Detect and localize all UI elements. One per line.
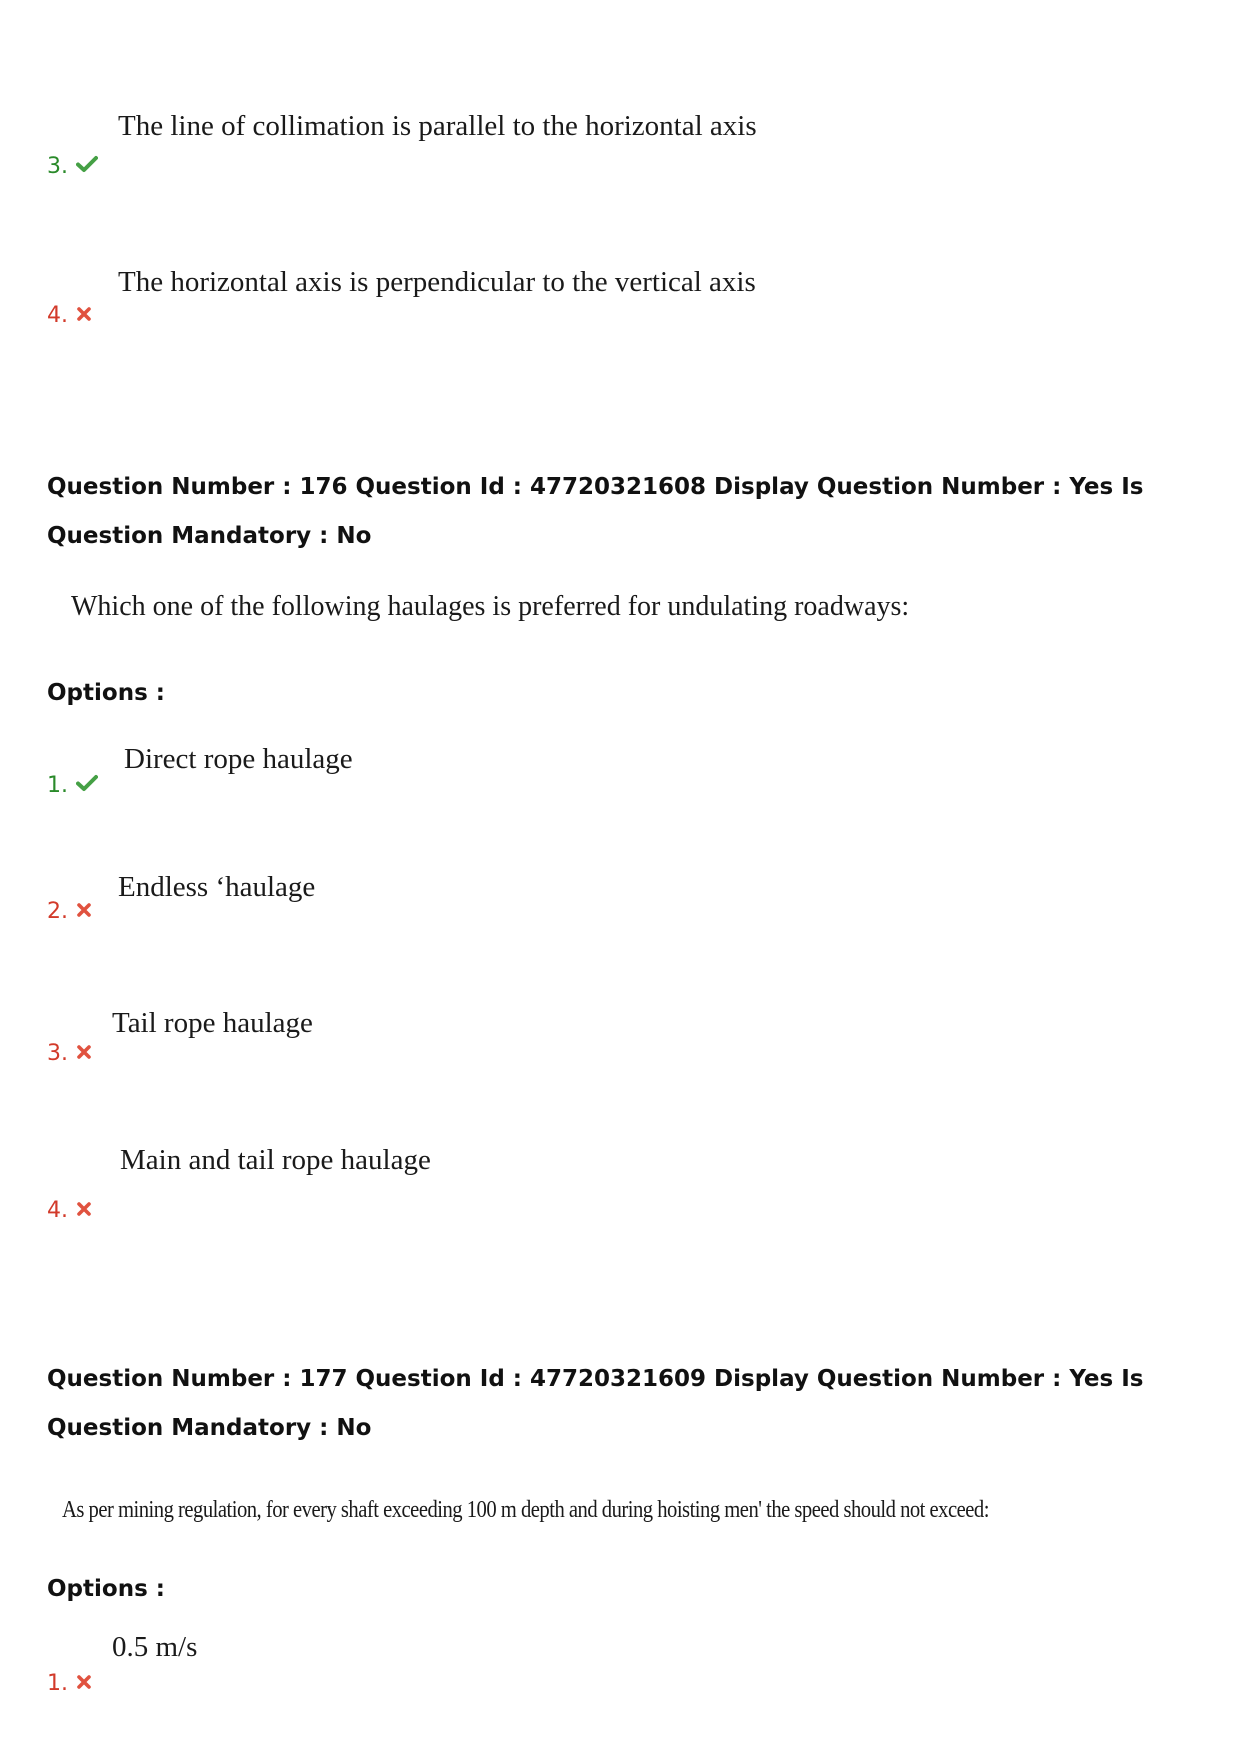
q177-option-1-marker — [47, 1670, 92, 1698]
option-number: 3. — [47, 154, 68, 179]
question-177-text: As per mining regulation, for every shaft exceeding 100 m depth and during hoisting men' the speed should not exceed: — [62, 1497, 989, 1523]
q177-option-1-text: 0.5 m/s — [112, 1631, 198, 1663]
q176-option-1-marker — [47, 772, 98, 800]
option-number: 3. — [47, 1041, 68, 1066]
check-icon — [76, 772, 98, 800]
option-number: 4. — [47, 303, 68, 328]
question-176-options-label: Options : — [47, 680, 165, 706]
q176-option-2-marker — [47, 898, 92, 926]
prev-option-3-marker — [47, 153, 98, 181]
question-176-header: Question Number : 176 Question Id : 47720321608 Display Question Number : Yes Is Question Mandatory : No — [47, 474, 1144, 549]
prev-option-4-text: The horizontal axis is perpendicular to the vertical axis — [118, 266, 756, 298]
option-number: 4. — [47, 1198, 68, 1223]
cross-icon — [76, 302, 92, 330]
prev-option-4-marker — [47, 302, 92, 330]
q176-option-3-marker — [47, 1040, 92, 1068]
cross-icon — [76, 1670, 92, 1698]
option-number: 1. — [47, 773, 68, 798]
prev-option-3-text: The line of collimation is parallel to the horizontal axis — [118, 110, 757, 142]
cross-icon — [76, 1040, 92, 1068]
option-number: 1. — [47, 1671, 68, 1696]
cross-icon — [76, 1197, 92, 1225]
option-number: 2. — [47, 899, 68, 924]
q176-option-4-text: Main and tail rope haulage — [120, 1144, 431, 1176]
question-176-text: Which one of the following haulages is preferred for undulating roadways: — [71, 591, 910, 622]
check-icon — [76, 153, 98, 181]
q176-option-2-text: Endless ‘haulage — [118, 871, 316, 903]
cross-icon — [76, 898, 92, 926]
q176-option-1-text: Direct rope haulage — [124, 743, 353, 775]
q176-option-3-text: Tail rope haulage — [112, 1007, 313, 1039]
question-177-options-label: Options : — [47, 1576, 165, 1602]
question-177-header: Question Number : 177 Question Id : 47720321609 Display Question Number : Yes Is Question Mandatory : No — [47, 1366, 1144, 1441]
q176-option-4-marker — [47, 1197, 92, 1225]
